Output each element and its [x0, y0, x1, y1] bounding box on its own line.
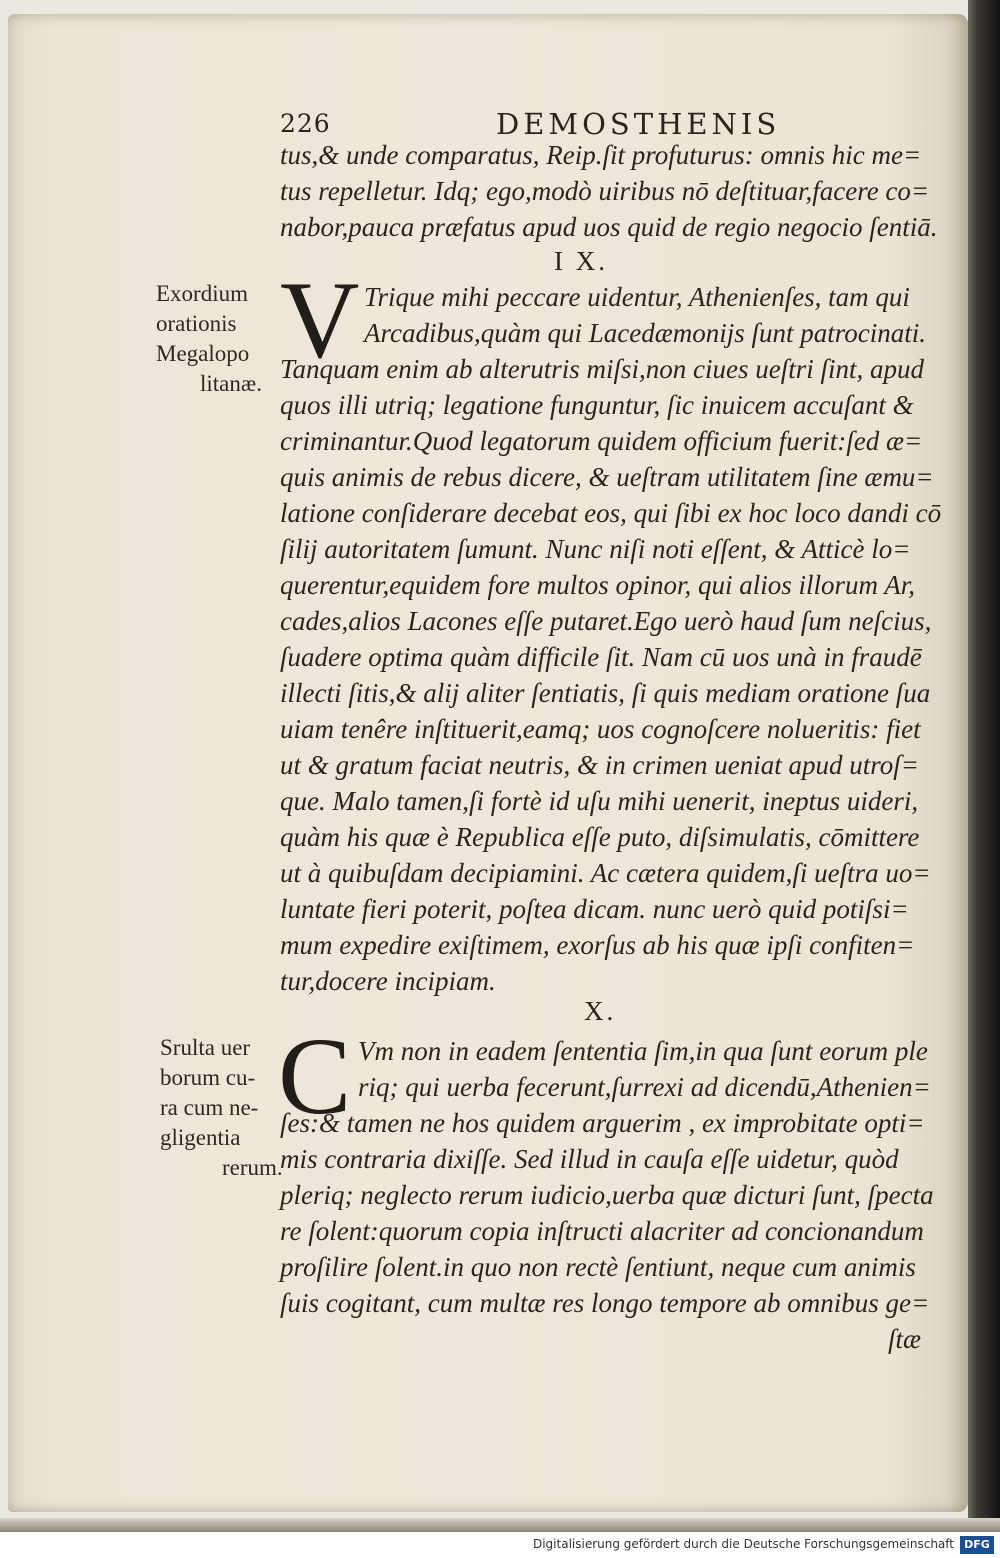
section-number-x: X. — [584, 996, 617, 1026]
dfg-logo: DFG — [960, 1536, 994, 1554]
text-line: latione conſiderare decebat eos, qui ſibi ex hoc loco dandi cō — [280, 498, 942, 528]
text-line: quis animis de rebus dicere, & ueſtram utilitatem ſine æmu= — [280, 462, 934, 492]
text-line: tur,docere incipiam. — [280, 966, 496, 996]
section-number-ix: I X. — [554, 246, 608, 276]
text-line: querentur,equidem fore multos opinor, qui alios illorum Ar, — [280, 570, 916, 600]
text-line: riq; qui uerba fecerunt,ſurrexi ad dicendū,Athenien= — [358, 1072, 931, 1102]
drop-cap-v: V — [280, 259, 360, 381]
text-line: re ſolent:quorum copia inſtructi alacriter ad concionandum — [280, 1216, 924, 1246]
text-line: criminantur.Quod legatorum quidem officium fuerit:ſed æ= — [280, 426, 923, 456]
text-line: proſilire ſolent.in quo non rectè ſentiunt, neque cum animis — [280, 1252, 916, 1282]
text-line: pleriq; neglecto rerum iudicio,uerba quæ dicturi ſunt, ſpecta — [280, 1180, 934, 1210]
text-line: mis contraria dixiſſe. Sed illud in cauſa eſſe uidetur, quòd — [280, 1144, 899, 1174]
margin-note-line: borum cu- — [160, 1065, 256, 1090]
text-line: ut à quibuſdam decipiamini. Ac cætera quidem,ſi ueſtra uo= — [280, 858, 931, 888]
margin-note-line: Exordium — [156, 281, 248, 306]
margin-note-line: litanæ. — [200, 371, 262, 396]
margin-note-line: Megalopo — [156, 341, 250, 366]
text-line: Tanquam enim ab alterutris miſsi,non ciues ueſtri ſint, apud — [280, 354, 925, 384]
drop-cap-c: C — [278, 1015, 352, 1137]
margin-note-line: orationis — [156, 311, 237, 336]
text-line: ut & gratum faciat neutris, & in crimen ueniat apud utroſ= — [280, 750, 919, 780]
text-line: Arcadibus,quàm qui Lacedæmonijs ſunt patrocinati. — [364, 318, 926, 348]
book-page — [8, 14, 968, 1512]
book-edge-shadow — [968, 0, 1000, 1530]
text-line: quàm his quæ è Republica eſſe puto, diſsimulatis, cōmittere — [280, 822, 920, 852]
text-line: illecti ſitis,& alij aliter ſentiatis, ſi quis mediam oratione ſua — [280, 678, 931, 708]
margin-note-line: ra cum ne- — [160, 1095, 259, 1120]
margin-note-line: gligentia — [160, 1125, 241, 1150]
margin-note-line: rerum. — [222, 1155, 283, 1180]
page-title: DEMOSTHENIS — [496, 107, 781, 141]
text-line: cades,alios Lacones eſſe putaret.Ego uerò haud ſum neſcius, — [280, 606, 932, 636]
text-line: que. Malo tamen,ſi fortè id uſu mihi uenerit, ineptus uideri, — [280, 786, 919, 816]
digitization-caption-bar — [0, 1532, 1000, 1558]
text-line: Vm non in eadem ſententia ſim,in qua ſunt eorum ple — [358, 1036, 928, 1066]
catchword: ſtæ — [888, 1324, 922, 1354]
text-line: ſes:& tamen ne hos quidem arguerim , ex improbitate opti= — [280, 1108, 925, 1138]
text-line: nabor,pauca præfatus apud uos quid de regio negocio ſentiā. — [280, 212, 938, 242]
text-line: quos illi utriq; legatione funguntur, ſic inuicem accuſant & — [280, 390, 914, 420]
text-line: uiam tenêre inſtituerit,eamq; uos cognoſcere nolueritis: fiet — [280, 714, 921, 744]
text-line: tus,& unde comparatus, Reip.ſit profuturus: omnis hic me= — [280, 140, 922, 170]
funding-caption: Digitalisierung gefördert durch die Deutsche Forschungsgemeinschaft — [532, 1537, 954, 1551]
text-line: tus repelletur. Idq; ego,modò uiribus nō deſtituar,facere co= — [280, 176, 930, 206]
text-line: luntate fieri poterit, poſtea dicam. nunc uerò quid potiſsi= — [280, 894, 909, 924]
text-line: Trique mihi peccare uidentur, Athenienſes, tam qui — [364, 282, 910, 312]
page-stack-edge — [0, 1518, 1000, 1532]
text-line: ſuis cogitant, cum multæ res longo tempore ab omnibus ge= — [280, 1288, 930, 1318]
page-number: 226 — [280, 109, 331, 138]
text-line: ſilij autoritatem ſumunt. Nunc niſi noti eſſent, & Atticè lo= — [280, 534, 911, 564]
margin-note-line: Srulta uer — [160, 1035, 251, 1060]
text-line: ſuadere optima quàm difficile ſit. Nam cū uos unà in fraudē — [280, 642, 922, 672]
text-line: mum expedire exiſtimem, exorſus ab his quæ ipſi confiten= — [280, 930, 915, 960]
